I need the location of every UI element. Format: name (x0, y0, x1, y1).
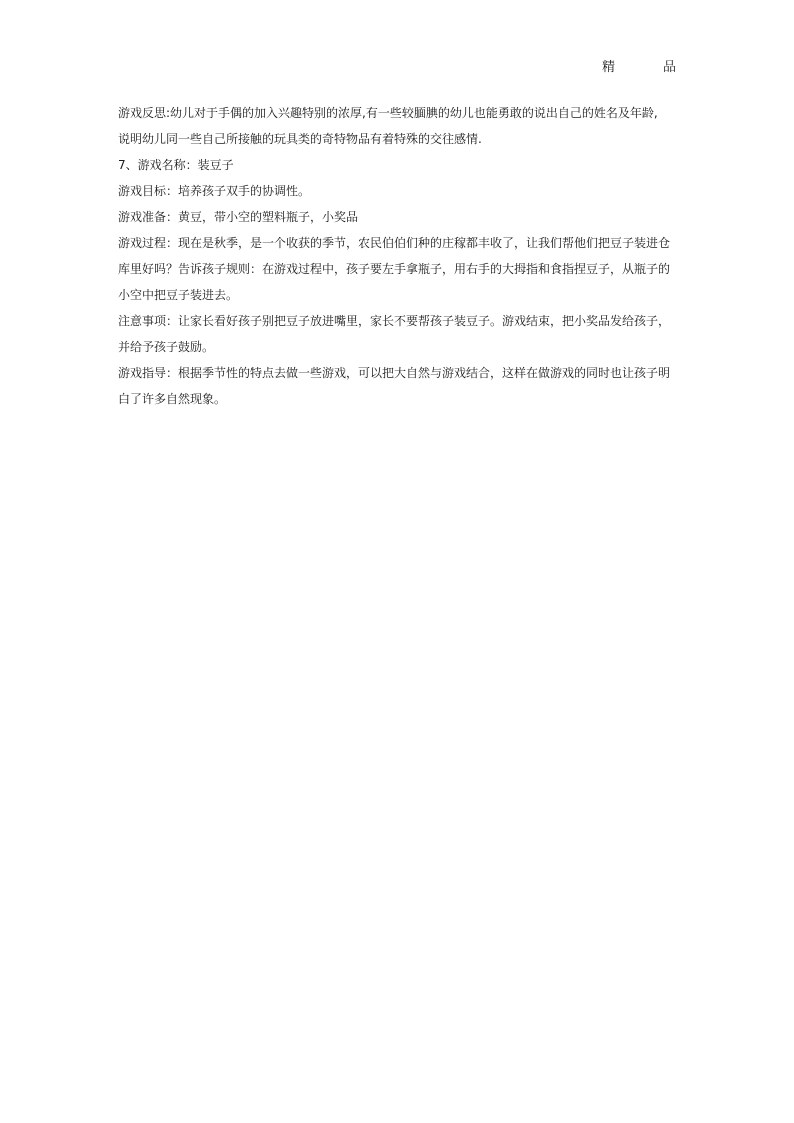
text-line: 注意事项：让家长看好孩子别把豆子放进嘴里，家长不要帮孩子装豆子。游戏结束，把小奖品发给孩子， (118, 314, 671, 328)
text-line: 白了许多自然现象。 (118, 392, 227, 406)
text-line: 游戏过程：现在是秋季，是一个收获的季节，农民伯伯们种的庄稼都丰收了，让我们帮他们把豆子装进仓 (118, 236, 671, 250)
paragraph-game-goal (118, 178, 678, 204)
text-line: 说明幼儿同一些自己所接触的玩具类的奇特物品有着特殊的交往感情. (118, 132, 482, 146)
text-line: 游戏目标：培养孩子双手的协调性。 (118, 184, 311, 198)
text-line: 游戏反思:幼儿对于手偶的加入兴趣特别的浓厚,有一些较腼腆的幼儿也能勇敢的说出自己的姓名及年龄, (118, 106, 658, 120)
text-line: 游戏准备：黄豆，带小空的塑料瓶子，小奖品 (118, 210, 359, 224)
paragraph-game-process (118, 230, 678, 308)
paragraph-notes (118, 308, 678, 360)
text-line: 7、游戏名称：装豆子 (118, 158, 234, 172)
text-line: 库里好吗？告诉孩子规则：在游戏过程中，孩子要左手拿瓶子，用右手的大拇指和食指捏豆子，从瓶子的 (118, 262, 671, 276)
text-line: 并给予孩子鼓励。 (118, 340, 215, 354)
text-line: 游戏指导：根据季节性的特点去做一些游戏，可以把大自然与游戏结合，这样在做游戏的同时也让孩子明 (118, 366, 671, 380)
text-line: 小空中把豆子装进去。 (118, 288, 239, 302)
paragraph-game-name (118, 152, 678, 178)
paragraph-guidance (118, 360, 678, 412)
page-header (602, 60, 676, 76)
document-body (118, 100, 678, 412)
paragraph-game-prep (118, 204, 678, 230)
paragraph-game-reflection (118, 100, 678, 152)
header-char-jing: 精 (602, 60, 616, 75)
header-char-pin: 品 (662, 60, 676, 75)
